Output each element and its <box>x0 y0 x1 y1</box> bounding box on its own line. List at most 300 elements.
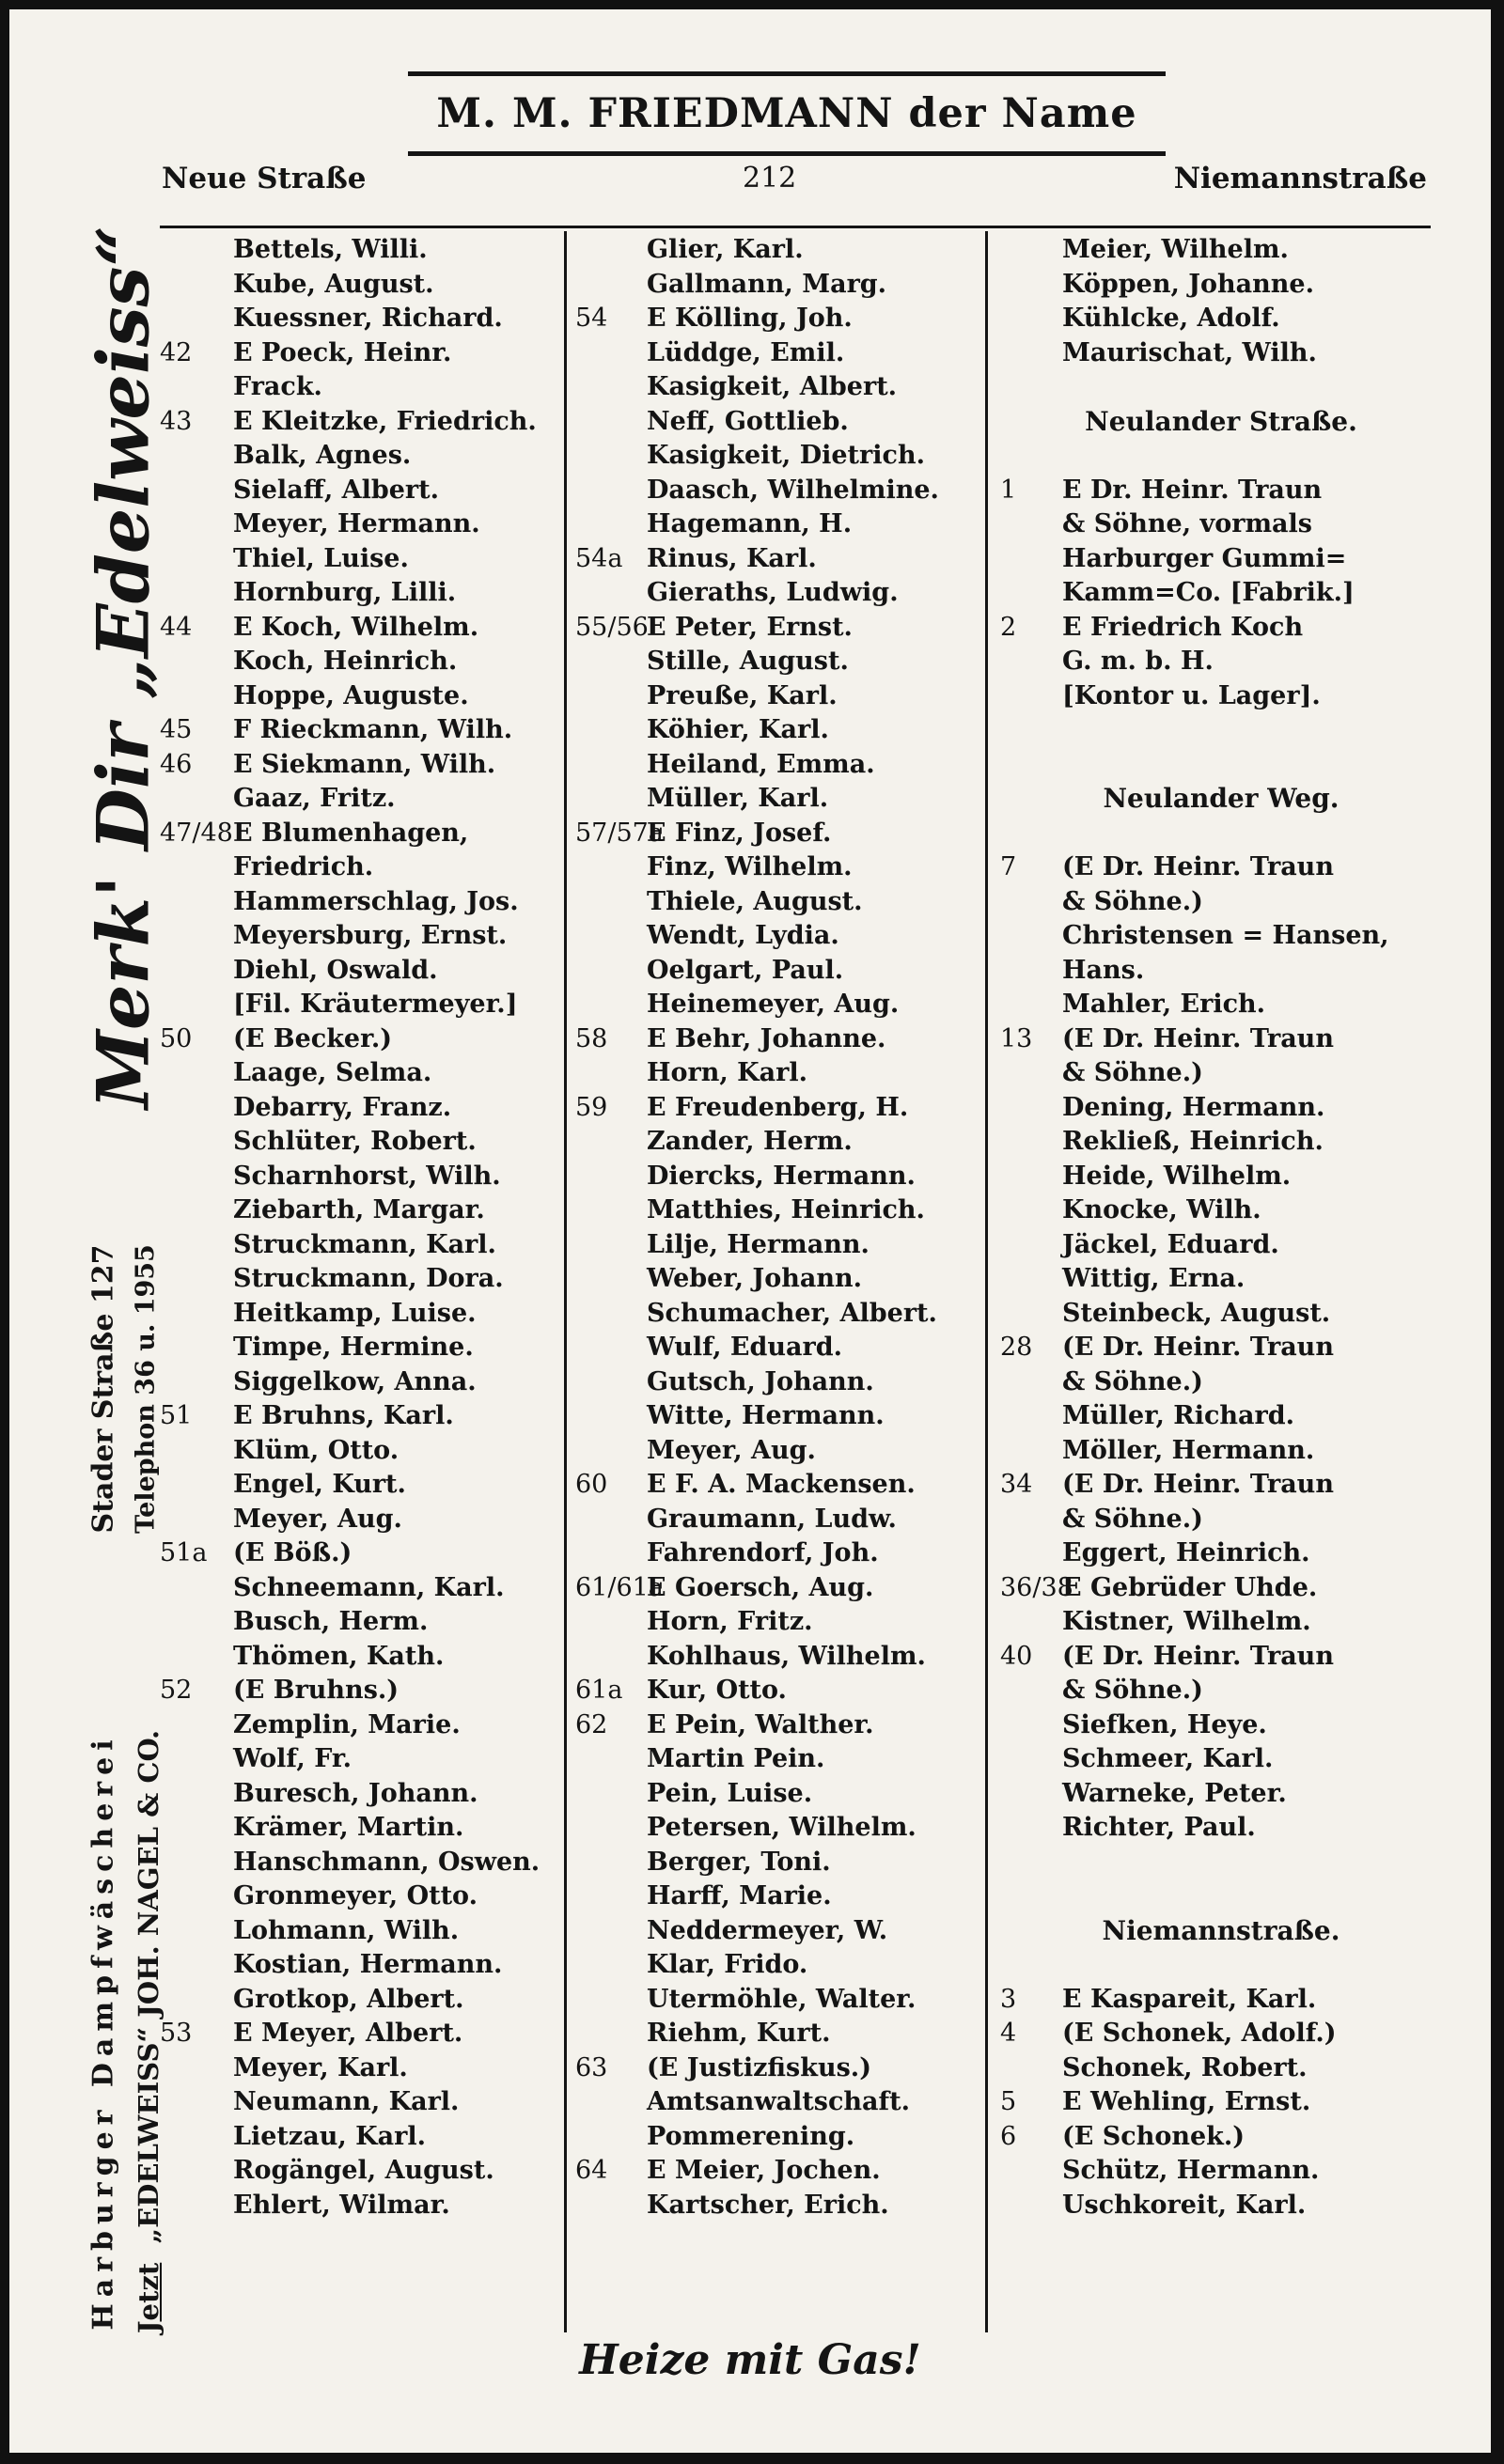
directory-entry <box>1000 1193 1442 1228</box>
directory-entry <box>160 1640 564 1675</box>
resident-name: E Poeck, Heinr. <box>233 337 452 367</box>
directory-entry <box>160 233 564 268</box>
resident-name: E Siekmann, Wilh. <box>233 749 496 779</box>
directory-entry <box>160 542 564 577</box>
resident-name: E Kölling, Joh. <box>647 304 853 333</box>
directory-entry <box>575 1160 978 1194</box>
directory-entry <box>1000 1536 1442 1571</box>
directory-entry <box>575 1228 978 1263</box>
directory-entry <box>575 2189 978 2223</box>
resident-name: & Söhne.) <box>1062 1676 1203 1705</box>
resident-name: Preuße, Karl. <box>647 680 838 710</box>
house-number: 64 <box>575 2156 608 2185</box>
resident-name: Debarry, Franz. <box>233 1092 452 1122</box>
house-number: 2 <box>1000 612 1017 642</box>
directory-entry <box>160 817 564 851</box>
resident-name: Graumann, Ludw. <box>647 1504 897 1534</box>
resident-name: Wittig, Erna. <box>1062 1264 1246 1293</box>
resident-name: Weber, Johann. <box>647 1264 862 1293</box>
house-number: 54 <box>575 304 608 333</box>
directory-entry <box>575 336 978 371</box>
resident-name: Meyer, Hermann. <box>233 509 480 538</box>
resident-name: Wendt, Lydia. <box>647 921 839 950</box>
resident-name: G. m. b. H. <box>1062 647 1214 676</box>
resident-name: Meier, Wilhelm. <box>1062 235 1289 264</box>
resident-name: Laage, Selma. <box>233 1058 432 1087</box>
resident-name: E Gebrüder Uhde. <box>1062 1572 1318 1602</box>
resident-name: E Pein, Walther. <box>647 1709 874 1739</box>
directory-entry <box>1000 713 1442 748</box>
directory-entry <box>1000 542 1442 577</box>
directory-entry <box>575 1948 978 1983</box>
resident-name: (E Dr. Heinr. Traun <box>1062 1641 1334 1671</box>
directory-entry <box>575 1262 978 1297</box>
directory-entry <box>160 1948 564 1983</box>
resident-name: Wulf, Eduard. <box>647 1333 843 1362</box>
directory-entry <box>575 954 978 989</box>
resident-name: E Bruhns, Karl. <box>233 1401 454 1430</box>
house-number: 6 <box>1000 2121 1017 2151</box>
directory-entry <box>160 576 564 611</box>
resident-name: E Kaspareit, Karl. <box>1062 1984 1317 2014</box>
house-number: 34 <box>1000 1470 1033 1499</box>
resident-name: Kasigkeit, Dietrich. <box>647 441 925 470</box>
directory-entry <box>575 1605 978 1640</box>
resident-name: Heiland, Emma. <box>647 749 875 779</box>
directory-entry <box>160 1468 564 1503</box>
resident-name: (E Becker.) <box>233 1023 393 1053</box>
resident-name: Pommerening. <box>647 2121 855 2151</box>
directory-entry <box>160 439 564 474</box>
resident-name: (E Böß.) <box>233 1538 352 1567</box>
directory-entry <box>1000 233 1442 268</box>
side-brand: „EDELWEISS“ JOH. NAGEL & CO. <box>133 1729 164 2244</box>
resident-name: Riehm, Kurt. <box>647 2019 831 2048</box>
resident-name: Thiele, August. <box>647 886 863 916</box>
resident-name: Zemplin, Marie. <box>233 1709 461 1739</box>
resident-name: Lietzau, Karl. <box>233 2121 426 2151</box>
house-number: 62 <box>575 1709 608 1739</box>
resident-name: & Söhne.) <box>1062 1058 1203 1087</box>
house-number: 46 <box>160 749 193 779</box>
directory-entry <box>1000 1811 1442 1846</box>
directory-entry <box>575 1399 978 1434</box>
directory-entry <box>1000 2017 1442 2051</box>
directory-entry <box>575 1056 978 1091</box>
resident-name: Christensen = Hansen, <box>1062 921 1389 950</box>
resident-name: (E Dr. Heinr. Traun <box>1062 1333 1334 1362</box>
column-divider <box>985 231 988 2332</box>
resident-name: Eggert, Heinrich. <box>1062 1538 1310 1567</box>
resident-name: Gieraths, Ludwig. <box>647 578 899 607</box>
resident-name: E Meier, Jochen. <box>647 2156 881 2185</box>
directory-entry <box>1000 850 1442 885</box>
resident-name: Witte, Hermann. <box>647 1401 885 1430</box>
directory-entry <box>160 1536 564 1571</box>
resident-name: Diercks, Hermann. <box>647 1161 916 1191</box>
resident-name: E Wehling, Ernst. <box>1062 2087 1311 2116</box>
directory-entry <box>160 336 564 371</box>
resident-name: Dening, Hermann. <box>1062 1092 1325 1122</box>
directory-entry <box>575 817 978 851</box>
directory-entry <box>160 1914 564 1949</box>
resident-name: Ziebarth, Margar. <box>233 1195 485 1224</box>
directory-entry <box>1000 679 1442 714</box>
resident-name: Timpe, Hermine. <box>233 1333 474 1362</box>
directory-entry <box>575 1571 978 1606</box>
resident-name: Steinbeck, August. <box>1062 1298 1331 1328</box>
directory-entry <box>160 954 564 989</box>
house-number: 4 <box>1000 2019 1017 2048</box>
resident-name: Hoppe, Auguste. <box>233 680 469 710</box>
directory-entry <box>160 1811 564 1846</box>
house-number: 59 <box>575 1092 608 1122</box>
resident-name: Ehlert, Wilmar. <box>233 2190 450 2220</box>
directory-entry <box>1000 1331 1442 1365</box>
directory-entry <box>1000 1297 1442 1332</box>
resident-name: Stille, August. <box>647 647 849 676</box>
directory-entry <box>575 405 978 440</box>
directory-entry <box>160 1674 564 1708</box>
resident-name: Diehl, Oswald. <box>233 955 438 985</box>
resident-name: Gaaz, Fritz. <box>233 784 396 813</box>
directory-entry <box>160 1399 564 1434</box>
resident-name: E Behr, Johanne. <box>647 1023 886 1053</box>
house-number: 43 <box>160 406 193 436</box>
directory-entry <box>160 302 564 336</box>
resident-name: Köhier, Karl. <box>647 715 829 744</box>
resident-name: Meyer, Karl. <box>233 2052 408 2082</box>
directory-entry <box>575 2017 978 2051</box>
directory-entry <box>160 1125 564 1160</box>
directory-entry <box>160 370 564 405</box>
resident-name: Meyer, Aug. <box>233 1504 402 1534</box>
directory-entry <box>575 474 978 508</box>
directory-entry <box>575 713 978 748</box>
header-end-street: Niemannstraße <box>1173 162 1427 195</box>
resident-name: Kamm=Co. [Fabrik.] <box>1062 578 1355 607</box>
directory-entry <box>1000 1262 1442 1297</box>
resident-name: Kostian, Hermann. <box>233 1950 503 1979</box>
directory-entry <box>160 1297 564 1332</box>
resident-name: Koch, Heinrich. <box>233 647 458 676</box>
resident-name: E Freudenberg, H. <box>647 1092 909 1122</box>
directory-entry <box>160 268 564 303</box>
house-number: 50 <box>160 1023 193 1053</box>
resident-name: Horn, Karl. <box>647 1058 808 1087</box>
resident-name: Finz, Wilhelm. <box>647 852 853 881</box>
header-start-street: Neue Straße <box>162 162 367 195</box>
resident-name: E Dr. Heinr. Traun <box>1062 475 1323 505</box>
resident-name: [Fil. Kräutermeyer.] <box>233 990 518 1019</box>
directory-entry <box>575 885 978 920</box>
directory-entry <box>575 1468 978 1503</box>
resident-name: Kasigkeit, Albert. <box>647 372 898 401</box>
directory-entry <box>575 782 978 817</box>
directory-entry <box>1000 1846 1442 1880</box>
directory-entry <box>575 507 978 542</box>
resident-name: Frack. <box>233 372 322 401</box>
resident-name: Scharnhorst, Wilh. <box>233 1161 501 1191</box>
street-heading <box>1000 405 1442 440</box>
resident-name: Amtsanwaltschaft. <box>647 2087 911 2116</box>
directory-entry <box>160 679 564 714</box>
directory-entry <box>160 1879 564 1914</box>
resident-name: Fahrendorf, Joh. <box>647 1538 879 1567</box>
house-number: 51 <box>160 1401 193 1430</box>
house-number: 52 <box>160 1676 193 1705</box>
house-number: 3 <box>1000 1984 1017 2014</box>
resident-name: & Söhne.) <box>1062 886 1203 916</box>
resident-name: Rekließ, Heinrich. <box>1062 1127 1324 1156</box>
directory-entry <box>1000 576 1442 611</box>
directory-entry <box>160 1262 564 1297</box>
directory-entry <box>160 2120 564 2155</box>
resident-name: Jäckel, Eduard. <box>1062 1229 1279 1259</box>
directory-entry <box>1000 268 1442 303</box>
directory-entry <box>1000 1983 1442 2018</box>
directory-entry <box>575 1983 978 2018</box>
directory-entry <box>1000 748 1442 783</box>
directory-entry <box>575 439 978 474</box>
resident-name: Neddermeyer, W. <box>647 1915 888 1945</box>
resident-name: F Rieckmann, Wilh. <box>233 715 513 744</box>
directory-entry <box>160 1228 564 1263</box>
directory-entry <box>575 919 978 954</box>
directory-entry <box>160 1605 564 1640</box>
resident-name: Uschkoreit, Karl. <box>1062 2190 1307 2220</box>
house-number: 40 <box>1000 1641 1033 1671</box>
directory-entry <box>1000 1879 1442 1914</box>
resident-name: Balk, Agnes. <box>233 441 412 470</box>
directory-entry <box>575 1846 978 1880</box>
directory-entry <box>1000 2120 1442 2155</box>
directory-entry <box>575 370 978 405</box>
directory-entry <box>1000 2051 1442 2086</box>
resident-name: Friedrich. <box>233 852 374 881</box>
resident-name: Wolf, Fr. <box>233 1744 352 1773</box>
resident-name: Schneemann, Karl. <box>233 1572 505 1602</box>
street-heading-text: Neulander Weg. <box>1103 783 1340 814</box>
directory-entry <box>1000 1605 1442 1640</box>
resident-name: Schlüter, Robert. <box>233 1127 477 1156</box>
resident-name: Heide, Wilhelm. <box>1062 1161 1292 1191</box>
house-number: 58 <box>575 1023 608 1053</box>
directory-entry <box>575 2051 978 2086</box>
directory-entry <box>575 988 978 1022</box>
directory-page <box>9 9 1491 2453</box>
directory-entry <box>575 2120 978 2155</box>
resident-name: Heitkamp, Luise. <box>233 1298 477 1328</box>
directory-entry <box>160 850 564 885</box>
directory-entry <box>160 1056 564 1091</box>
resident-name: (E Justizfiskus.) <box>647 2052 871 2082</box>
house-number: 61/61a <box>575 1572 664 1602</box>
directory-entry <box>1000 370 1442 405</box>
directory-entry <box>1000 611 1442 646</box>
resident-name: E Goersch, Aug. <box>647 1572 874 1602</box>
directory-entry <box>575 268 978 303</box>
directory-entry <box>575 1708 978 1743</box>
house-number: 54a <box>575 543 623 573</box>
resident-name: Krämer, Martin. <box>233 1813 464 1842</box>
directory-entry <box>575 542 978 577</box>
directory-entry <box>1000 1091 1442 1126</box>
directory-entry <box>575 1125 978 1160</box>
house-number: 5 <box>1000 2087 1017 2116</box>
directory-entry <box>575 2085 978 2120</box>
resident-name: Schütz, Hermann. <box>1062 2156 1320 2185</box>
house-number: 44 <box>160 612 193 642</box>
directory-entry <box>575 1777 978 1812</box>
header-rule <box>160 226 1431 228</box>
directory-entry <box>160 1708 564 1743</box>
directory-entry <box>160 474 564 508</box>
directory-entry <box>575 302 978 336</box>
house-number: 47/48 <box>160 818 233 848</box>
resident-name: Warneke, Peter. <box>1062 1778 1287 1808</box>
resident-name: Heinemeyer, Aug. <box>647 990 900 1019</box>
resident-name: (E Dr. Heinr. Traun <box>1062 852 1334 881</box>
resident-name: Utermöhle, Walter. <box>647 1984 916 2014</box>
resident-name: Kur, Otto. <box>647 1676 787 1705</box>
directory-entry <box>160 1846 564 1880</box>
directory-entry <box>160 988 564 1022</box>
directory-entry <box>1000 1640 1442 1675</box>
resident-name: (E Bruhns.) <box>233 1676 400 1705</box>
resident-name: Schonek, Robert. <box>1062 2052 1308 2082</box>
side-slogan: Merk' Dir „Edelweiss“ <box>81 225 165 1110</box>
resident-name: Hanschmann, Oswen. <box>233 1847 540 1877</box>
resident-name: Mahler, Erich. <box>1062 990 1266 1019</box>
resident-name: Thiel, Luise. <box>233 543 409 573</box>
directory-entry <box>1000 1777 1442 1812</box>
directory-entry <box>160 1022 564 1057</box>
resident-name: & Söhne.) <box>1062 1504 1203 1534</box>
resident-name: Glier, Karl. <box>647 235 804 264</box>
directory-entry <box>160 507 564 542</box>
resident-name: Rinus, Karl. <box>647 543 817 573</box>
directory-entry <box>575 748 978 783</box>
directory-entry <box>1000 1365 1442 1400</box>
directory-entry <box>160 2051 564 2086</box>
directory-entry <box>1000 817 1442 851</box>
directory-entry <box>1000 988 1442 1022</box>
resident-name: Daasch, Wilhelmine. <box>647 475 939 505</box>
resident-name: Möller, Hermann. <box>1062 1435 1315 1465</box>
resident-name: Meyersburg, Ernst. <box>233 921 508 950</box>
resident-name: Kühlcke, Adolf. <box>1062 304 1280 333</box>
resident-name: Schumacher, Albert. <box>647 1298 937 1328</box>
resident-name: E Meyer, Albert. <box>233 2019 463 2048</box>
directory-entry <box>160 611 564 646</box>
resident-name: Hans. <box>1062 955 1145 985</box>
resident-name: E Peter, Ernst. <box>647 612 853 642</box>
resident-name: Siefken, Heye. <box>1062 1709 1267 1739</box>
directory-entry <box>1000 1571 1442 1606</box>
directory-entry <box>160 1503 564 1537</box>
resident-name: E Finz, Josef. <box>647 818 832 848</box>
directory-entry <box>575 1674 978 1708</box>
directory-entry <box>1000 1228 1442 1263</box>
resident-name: Siggelkow, Anna. <box>233 1366 477 1396</box>
directory-entry <box>1000 1160 1442 1194</box>
directory-entry <box>160 2154 564 2189</box>
resident-name: Hagemann, H. <box>647 509 853 538</box>
directory-entry <box>160 405 564 440</box>
directory-entry <box>575 1536 978 1571</box>
resident-name: (E Schonek, Adolf.) <box>1062 2019 1337 2048</box>
page-number: 212 <box>743 162 797 195</box>
resident-name: Hammerschlag, Jos. <box>233 886 519 916</box>
house-number: 13 <box>1000 1023 1033 1053</box>
street-heading-text: Neulander Straße. <box>1085 405 1357 437</box>
house-number: 45 <box>160 715 193 744</box>
directory-entry <box>1000 1125 1442 1160</box>
resident-name: Busch, Herm. <box>233 1607 429 1636</box>
directory-entry <box>575 1811 978 1846</box>
directory-entry <box>160 1434 564 1469</box>
directory-entry <box>160 645 564 679</box>
directory-entry <box>160 2085 564 2120</box>
directory-entry <box>1000 1742 1442 1777</box>
directory-entry <box>160 1983 564 2018</box>
resident-name: Maurischat, Wilh. <box>1062 337 1317 367</box>
resident-name: Gronmeyer, Otto. <box>233 1881 478 1910</box>
street-heading <box>1000 782 1442 817</box>
directory-entry <box>1000 302 1442 336</box>
resident-name: & Söhne, vormals <box>1062 509 1312 538</box>
resident-name: Struckmann, Dora. <box>233 1264 504 1293</box>
house-number: 61a <box>575 1676 623 1705</box>
directory-entry <box>160 1742 564 1777</box>
directory-entry <box>1000 439 1442 474</box>
resident-name: Pein, Luise. <box>647 1778 813 1808</box>
resident-name: Bettels, Willi. <box>233 235 428 264</box>
directory-entry <box>1000 954 1442 989</box>
resident-name: Sielaff, Albert. <box>233 475 440 505</box>
directory-entry <box>160 2189 564 2223</box>
resident-name: Zander, Herm. <box>647 1127 853 1156</box>
resident-name: Müller, Karl. <box>647 784 829 813</box>
side-jetzt: Jetzt <box>133 2262 164 2334</box>
directory-entry <box>1000 1399 1442 1434</box>
house-number: 42 <box>160 337 193 367</box>
directory-entry <box>1000 919 1442 954</box>
side-telephone: Telephon 36 u. 1955 <box>131 1244 161 1534</box>
house-number: 63 <box>575 2052 608 2082</box>
resident-name: Neumann, Karl. <box>233 2087 460 2116</box>
resident-name: Kube, August. <box>233 269 434 299</box>
directory-entry <box>575 611 978 646</box>
directory-entry <box>1000 2085 1442 2120</box>
directory-entry <box>160 2017 564 2051</box>
resident-name: Kistner, Wilhelm. <box>1062 1607 1311 1636</box>
directory-entry <box>1000 2189 1442 2223</box>
directory-column-2 <box>575 233 978 2222</box>
resident-name: Knocke, Wilh. <box>1062 1195 1261 1224</box>
directory-entry <box>1000 885 1442 920</box>
resident-name: Buresch, Johann. <box>233 1778 478 1808</box>
column-divider <box>564 231 567 2332</box>
directory-entry <box>575 1331 978 1365</box>
directory-entry <box>1000 336 1442 371</box>
resident-name: Gallmann, Marg. <box>647 269 887 299</box>
directory-entry <box>575 1022 978 1057</box>
house-number: 36/38 <box>1000 1572 1073 1602</box>
directory-entry <box>160 748 564 783</box>
directory-entry <box>575 2154 978 2189</box>
